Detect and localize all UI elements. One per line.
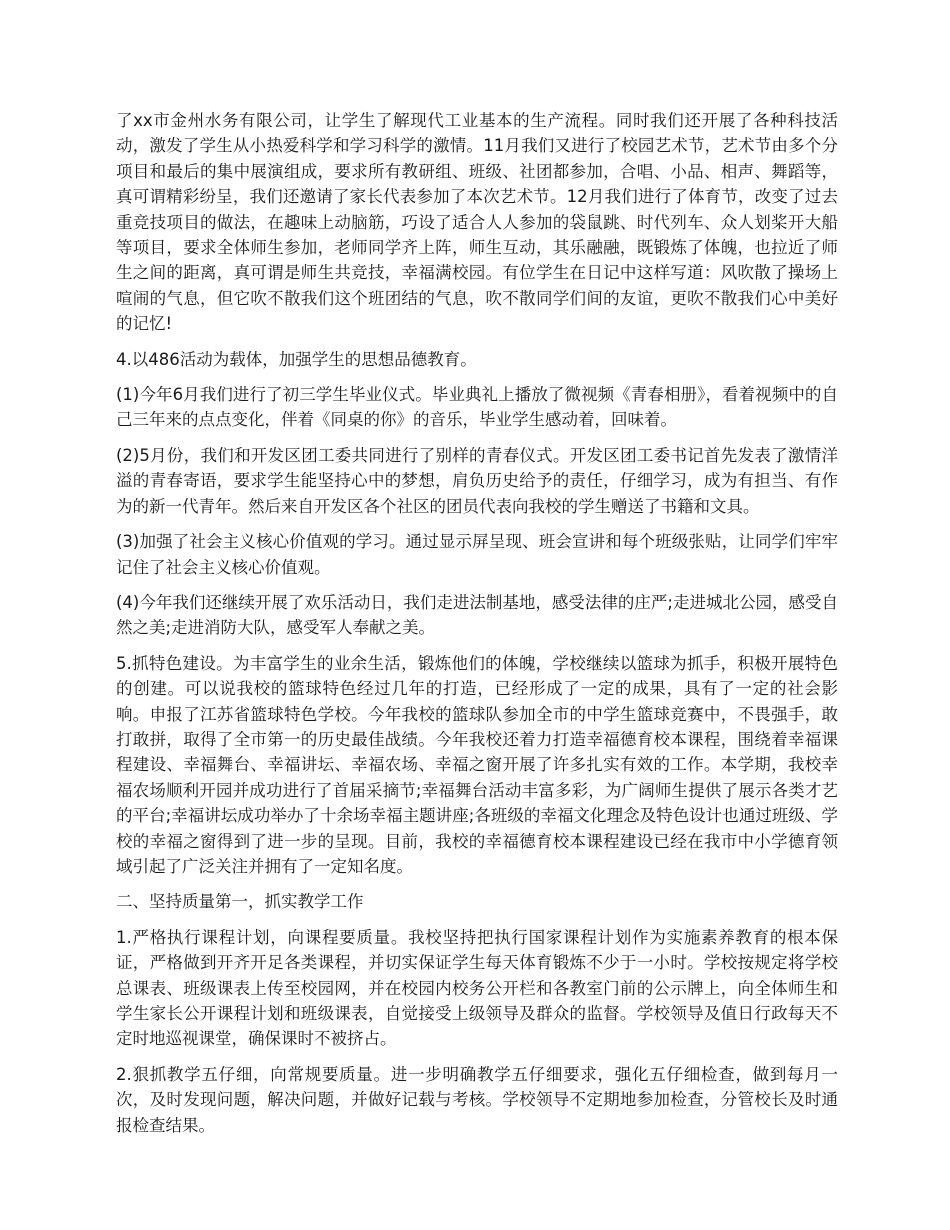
paragraph-item-2-youth-ceremony: (2)5月份，我们和开发区团工委共同进行了别样的青春仪式。开发区团工委书记首先发表了激情洋溢的青春寄语，要求学生能坚持心中的梦想，肩负历史给予的责任，仔细学习，成为有担当、有作为的新一代青年。然后来自开发区各个社区的团员代表向我校的学生赠送了书籍和文具。 [116, 445, 838, 516]
paragraph-item-1-graduation: (1)今年6月我们进行了初三学生毕业仪式。毕业典礼上播放了微视频《青春相册》，看着视频中的自己三年来的点点变化，伴着《同桌的你》的音乐，毕业学生感动着，回味着。 [116, 385, 838, 430]
paragraph-teaching-2-routine: 2.狠抓教学五仔细，向常规要质量。进一步明确教学五仔细要求，强化五仔细检查，做到每月一次，及时发现问题，解决问题，并做好记载与考核。学校领导不定期地参加检查，分管校长及时通报检查结果。 [116, 1064, 838, 1135]
paragraph-activities-continued: 了xx市金州水务有限公司，让学生了解现代工业基本的生产流程。同时我们还开展了各种科技活动，激发了学生从小热爱科学和学习科学的激情。11月我们又进行了校园艺术节，艺术节由多个分项目和最后的集中展演组成，要求所有教研组、班级、社团都参加，合唱、小品、相声、舞蹈等，真可谓精彩纷呈，我们还邀请了家长代表参加了本次艺术节。12月我们进行了体育节，改变了过去重竞技项目的做法，在趣味上动脑筋，巧设了适合人人参加的袋鼠跳、时代列车、众人划桨开大船等项目，要求全体师生参加，老师同学齐上阵，师生互动，其乐融融，既锻炼了体魄，也拉近了师生之间的距离，真可谓是师生共竞技，幸福满校园。有位学生在日记中这样写道：风吹散了操场上喧闹的气息，但它吹不散我们这个班团结的气息，吹不散同学们间的友谊，更吹不散我们心中美好的记忆! [116, 111, 838, 334]
paragraph-section-4-heading: 4.以486活动为载体，加强学生的思想品德教育。 [116, 349, 477, 369]
document-page [116, 108, 838, 1148]
paragraph-teaching-1-curriculum: 1.严格执行课程计划，向课程要质量。我校坚持把执行国家课程计划作为实施素养教育的根本保证，严格做到开齐开足各类课程，并切实保证学生每天体育锻炼不少于一小时。学校按规定将学校总课表、班级课表上传至校园网，并在校园内校务公开栏和各教室门前的公示牌上，向全体师生和学生家长公开课程计划和班级课表，自觉接受上级领导及群众的监督。学校领导及值日行政每天不定时地巡视课堂，确保课时不被挤占。 [116, 927, 838, 1049]
paragraph-item-3-core-values: (3)加强了社会主义核心价值观的学习。通过显示屏呈现、班会宣讲和每个班级张贴，让同学们牢牢记住了社会主义核心价值观。 [116, 532, 838, 577]
paragraph-section-5-featured: 5.抓特色建设。为丰富学生的业余生活，锻炼他们的体魄，学校继续以篮球为抓手，积极开展特色的创建。可以说我校的篮球特色经过几年的打造，已经形成了一定的成果，具有了一定的社会影响。申报了江苏省篮球特色学校。今年我校的篮球队参加全市的中学生篮球竞赛中，不畏强手，敢打敢拼，取得了全市第一的历史最佳战绩。今年我校还着力打造幸福德育校本课程，围绕着幸福课程建设、幸福舞台、幸福讲坛、幸福农场、幸福之窗开展了许多扎实有效的工作。本学期，我校幸福农场顺利开园并成功进行了首届采摘节;幸福舞台活动丰富多彩，为广阔师生提供了展示各类才艺的平台;幸福讲坛成功举办了十余场幸福主题讲座;各班级的幸福文化理念及特色设计也通过班级、学校的幸福之窗得到了进一步的呈现。目前，我校的幸福德育校本课程建设已经在我市中小学德育领域引起了广泛关注并拥有了一定知名度。 [116, 653, 838, 876]
paragraph-item-4-activity-day: (4)今年我们还继续开展了欢乐活动日，我们走进法制基地，感受法律的庄严;走进城北公园，感受自然之美;走进消防大队，感受军人奉献之美。 [116, 592, 838, 638]
section-heading-teaching: 二、坚持质量第一，抓实教学工作 [116, 892, 364, 912]
